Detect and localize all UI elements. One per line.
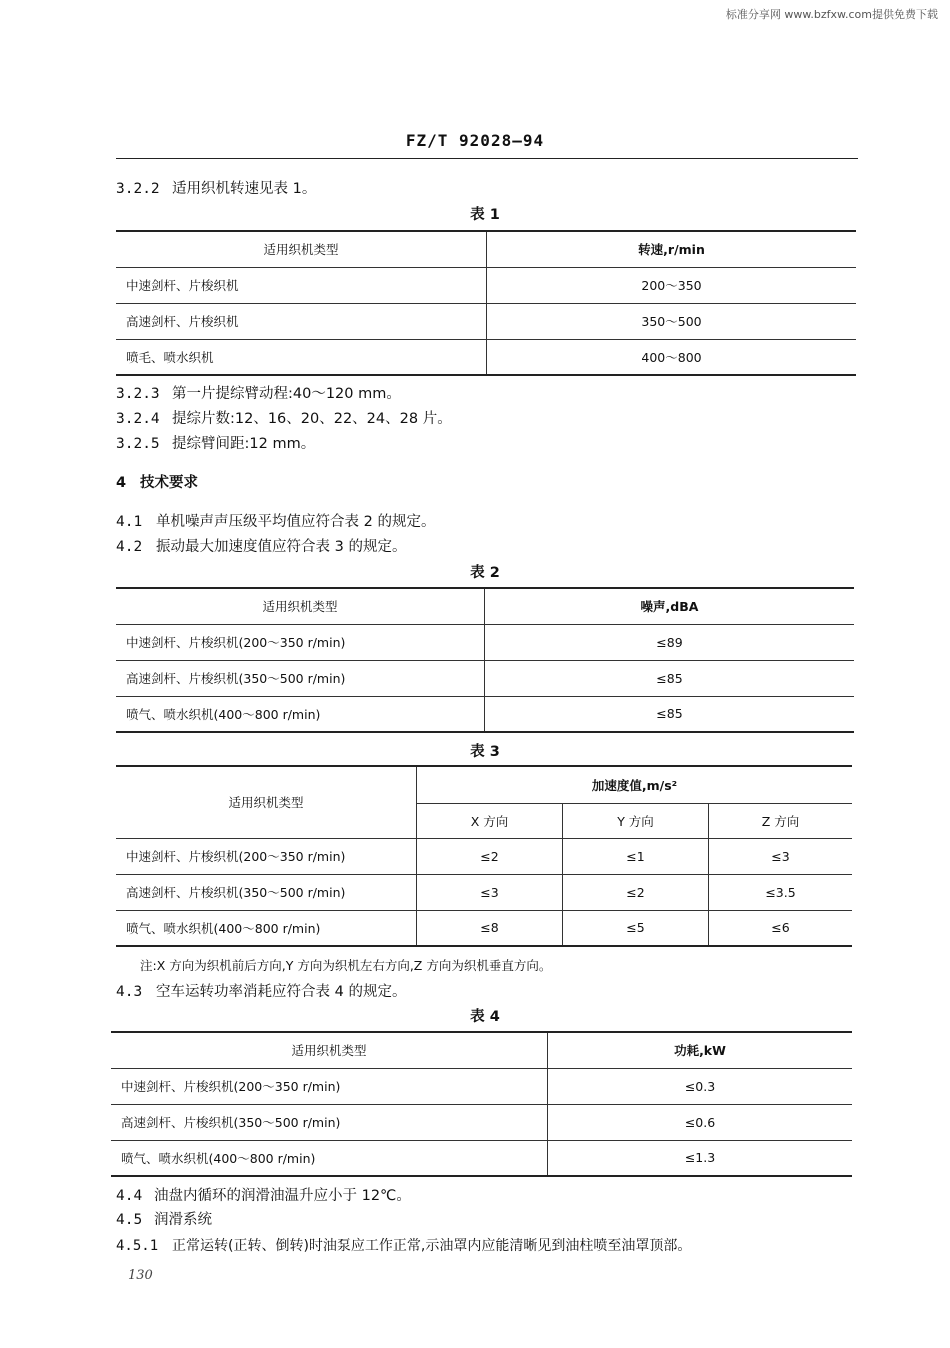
standard-code: FZ/T 92028—94 [405, 131, 545, 150]
table4-cell: ≤1.3 [548, 1140, 853, 1176]
table2-cell: ≤85 [485, 696, 855, 732]
table4-caption: 表 4 [470, 1009, 500, 1025]
table-row [116, 339, 856, 375]
table1-cell: 高速剑杆、片梭织机 [116, 303, 487, 339]
clause-number: 3.2.4 [116, 411, 160, 427]
table4-cell: 高速剑杆、片梭织机(350～500 r/min) [111, 1104, 548, 1140]
page-number: 130 [128, 1268, 153, 1283]
table2-cell: 中速剑杆、片梭织机(200～350 r/min) [116, 624, 485, 660]
table2-header-noise: 噪声,dBA [485, 588, 855, 624]
table3-cell: 喷气、喷水织机(400～800 r/min) [116, 910, 417, 946]
table1-caption: 表 1 [470, 207, 500, 223]
clause-4-5-1 [116, 1235, 691, 1255]
clause-text: 空车运转功率消耗应符合表 4 的规定。 [156, 984, 407, 1000]
table2-header-type: 适用织机类型 [116, 588, 485, 624]
table3-cell: ≤6 [709, 910, 853, 946]
clause-text: 单机噪声声压级平均值应符合表 2 的规定。 [156, 514, 436, 530]
clause-4-2 [116, 535, 406, 556]
table3-header-type: 适用织机类型 [116, 766, 417, 838]
table3-cell: ≤2 [417, 838, 563, 874]
table4-cell: 中速剑杆、片梭织机(200～350 r/min) [111, 1068, 548, 1104]
clause-3-2-4 [116, 407, 452, 428]
table-row [116, 910, 852, 946]
table4-cell: 喷气、喷水织机(400～800 r/min) [111, 1140, 548, 1176]
watermark-text: 标准分享网 www.bzfxw.com提供免费下载 [725, 8, 938, 21]
clause-number: 4.4 [116, 1188, 143, 1204]
table3-subheader-z: Z 方向 [709, 803, 853, 838]
table-row [116, 696, 854, 732]
table2-cell: ≤85 [485, 660, 855, 696]
table1 [116, 230, 856, 376]
table3-cell: ≤3.5 [709, 874, 853, 910]
table4-cell: ≤0.3 [548, 1068, 853, 1104]
clause-number: 3.2.2 [116, 181, 160, 197]
table2-cell: 高速剑杆、片梭织机(350～500 r/min) [116, 660, 485, 696]
section-title: 技术要求 [140, 475, 198, 491]
clause-number: 3.2.5 [116, 436, 160, 452]
clause-number: 4.3 [116, 984, 143, 1000]
table4-cell: ≤0.6 [548, 1104, 853, 1140]
table3-subheader-x: X 方向 [417, 803, 563, 838]
table4 [111, 1031, 852, 1177]
table1-header-speed: 转速,r/min [487, 231, 857, 267]
table3-cell: 高速剑杆、片梭织机(350～500 r/min) [116, 874, 417, 910]
header-rule [116, 158, 858, 159]
clause-text: 振动最大加速度值应符合表 3 的规定。 [156, 539, 407, 555]
clause-text: 润滑系统 [154, 1212, 212, 1228]
table2-caption: 表 2 [470, 565, 500, 581]
clause-4-3 [116, 980, 406, 1001]
table-row [111, 1068, 852, 1104]
clause-text: 适用织机转速见表 1。 [172, 181, 317, 197]
clause-number: 4.5.1 [116, 1238, 159, 1254]
table3-note: 注:X 方向为织机前后方向,Y 方向为织机左右方向,Z 方向为织机垂直方向。 [140, 958, 552, 973]
table2 [116, 587, 854, 733]
table4-header-power: 功耗,kW [548, 1032, 853, 1068]
table3-subheader-y: Y 方向 [563, 803, 709, 838]
clause-number: 4.2 [116, 539, 143, 555]
table2-cell: 喷气、喷水织机(400～800 r/min) [116, 696, 485, 732]
table-row [116, 874, 852, 910]
clause-3-2-2 [116, 177, 316, 198]
clause-4-5 [116, 1208, 212, 1229]
table1-cell: 200～350 [487, 267, 857, 303]
clause-number: 4.5 [116, 1212, 143, 1228]
clause-4-4 [116, 1184, 411, 1205]
clause-3-2-5 [116, 432, 315, 453]
table3-cell: 中速剑杆、片梭织机(200～350 r/min) [116, 838, 417, 874]
table-row [116, 838, 852, 874]
table1-cell: 400～800 [487, 339, 857, 375]
table-row [116, 303, 856, 339]
table2-cell: ≤89 [485, 624, 855, 660]
table3-cell: ≤1 [563, 838, 709, 874]
table1-cell: 喷毛、喷水织机 [116, 339, 487, 375]
clause-text: 提综臂间距:12 mm。 [172, 436, 316, 452]
table1-cell: 中速剑杆、片梭织机 [116, 267, 487, 303]
clause-number: 4.1 [116, 514, 143, 530]
table-row [111, 1140, 852, 1176]
table-row [116, 660, 854, 696]
table1-header-type: 适用织机类型 [116, 231, 487, 267]
table3-cell: ≤8 [417, 910, 563, 946]
table3-header-accel: 加速度值,m/s² [417, 766, 853, 803]
table3-cell: ≤2 [563, 874, 709, 910]
table3 [116, 765, 852, 947]
table3-cell: ≤5 [563, 910, 709, 946]
clause-text: 油盘内循环的润滑油温升应小于 12℃。 [154, 1188, 411, 1204]
table-row [111, 1104, 852, 1140]
table3-cell: ≤3 [417, 874, 563, 910]
section-number: 4 [116, 475, 127, 491]
clause-text: 第一片提综臂动程:40～120 mm。 [172, 386, 401, 402]
clause-3-2-3 [116, 382, 401, 403]
clause-4-1 [116, 510, 435, 531]
table3-cell: ≤3 [709, 838, 853, 874]
clause-text: 提综片数:12、16、20、22、24、28 片。 [172, 411, 452, 427]
table3-caption: 表 3 [470, 744, 500, 760]
table-row [116, 267, 856, 303]
table4-header-type: 适用织机类型 [111, 1032, 548, 1068]
clause-text: 正常运转(正转、倒转)时油泵应工作正常,示油罩内应能清晰见到油柱喷至油罩顶部。 [172, 1238, 692, 1254]
clause-number: 3.2.3 [116, 386, 160, 402]
table1-cell: 350～500 [487, 303, 857, 339]
section-4-heading [116, 471, 198, 492]
table-row [116, 624, 854, 660]
